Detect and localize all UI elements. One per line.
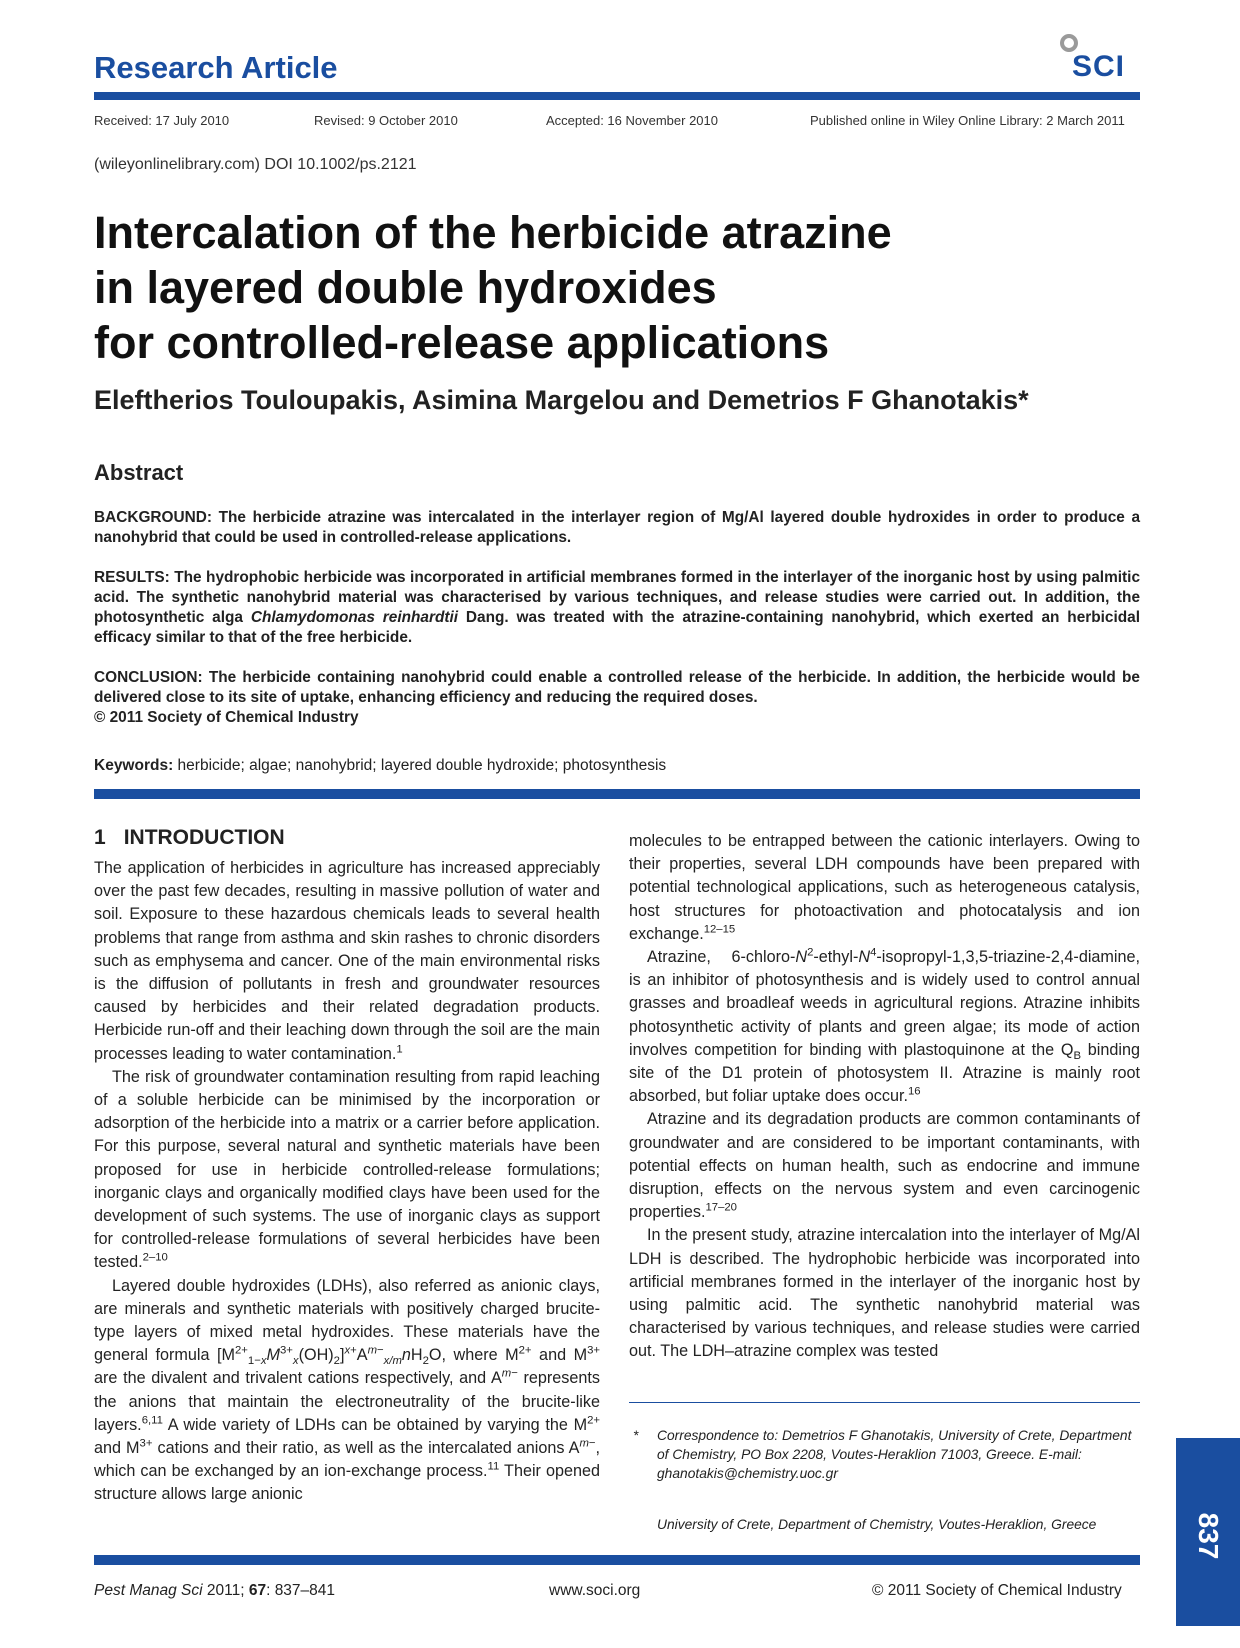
correspondence-rule [629, 1402, 1140, 1403]
species-name: Chlamydomonas reinhardtii [250, 609, 459, 626]
section-title: INTRODUCTION [123, 826, 285, 849]
paragraph: The application of herbicides in agriculture has increased appreciably over the past few decades, resulting in massive pollution of water and soil. Exposure to these hazardous chemicals leads to several health problems that range from asthma and skin rashes to chronic disorders such as emphysema and cancer. One of the main environmental risks is the diffusion of pollutants in fresh and groundwater resources caused by herbicides and their related degradation products. Herbicide run-off and their leaching down through the soil are the main processes leading to water contamination.$^1$ [94, 859, 600, 1063]
abstract-background: BACKGROUND: The herbicide atrazine was intercalated in the interlayer region of Mg/Al layered double hydroxides in order to produce a nanohybrid that could be used in controlled-release applications. [94, 509, 1140, 546]
paragraph: Layered double hydroxides (LDHs), also referred as anionic clays, are minerals and synthetic materials with positively charged brucite-type layers of mixed metal hydroxides. These materials have the general formula $[M^{2+}_{1-x}M^{3+}_x(OH)_2]^{x+}A^{m-}_{x/m}nH_2O$, where $M^{2+}$ and $M^{3+}$ are the divalent and trivalent cations respectively, and $A^{m-}$ represents the anions that maintain the electroneutrality of the brucite-like layers.$^{6,11}$ A wide variety of LDHs can be obtained by varying the $M^{2+}$ and $M^{3+}$ cations and their ratio, as well as the intercalated anions $A^{m-}$, which can be exchanged by an ion-exchange process.$^{11}$ Their opened structure allows large anionic [94, 1276, 601, 1504]
section-heading [94, 826, 285, 850]
revised-date: Revised: 9 October 2010 [314, 113, 458, 128]
abstract-copyright: © 2011 Society of Chemical Industry [94, 709, 359, 726]
paragraph: In the present study, atrazine intercalation into the interlayer of Mg/Al LDH is described. The hydrophobic herbicide was incorporated into artificial membranes formed in the interlayer of the inorganic host by using palmitic acid. The synthetic nanohybrid material was characterised by various techniques, and release studies were carried out. The LDH–atrazine complex was tested [629, 1226, 1140, 1361]
footer-rule [94, 1555, 1140, 1565]
accepted-date: Accepted: 16 November 2010 [546, 113, 718, 128]
page-number-tab [1176, 1438, 1240, 1626]
received-date: Received: 17 July 2010 [94, 113, 230, 128]
header-rule [94, 92, 1140, 100]
website-link[interactable]: www.soci.org [549, 1582, 641, 1599]
abstract-conclusion [94, 668, 1140, 728]
correspondence-text: Correspondence to: Demetrios F Ghanotakis, University of Crete, Department of Chemistry, PO Box 2208, Voutes-Heraklion 71003, Greece. E-mail: ghanotakis@chemistry.uoc.gr [657, 1428, 1132, 1481]
abstract-heading: Abstract [94, 460, 184, 485]
logo-text: SCI [1072, 50, 1126, 83]
results-text: RESULTS: The hydrophobic herbicide was incorporated in artificial membranes formed in the interlayer of the inorganic host by using palmitic acid. The synthetic nanohybrid material was characterised by various techniques, and release studies were carried out. In addition, the photosynthetic alga [94, 569, 1140, 626]
paragraph: molecules to be entrapped between the cationic interlayers. Owing to their properties, several LDH compounds have been prepared with potential technological applications, such as heterogeneous catalysis, host structures for photoactivation and photocatalysis and ion exchange.$^{12-15}$ [629, 832, 1140, 943]
doi: (wileyonlinelibrary.com) DOI 10.1002/ps.2121 [94, 156, 417, 173]
abstract-results [94, 568, 1140, 648]
sci-logo [1060, 32, 1135, 82]
affiliation: University of Crete, Department of Chemistry, Voutes-Heraklion, Greece [657, 1517, 1097, 1532]
section-label: Research Article [94, 50, 338, 85]
paragraph: Atrazine and its degradation products are common contaminants of groundwater and are considered to be important contaminants, with potential effects on human health, such as endocrine and immune disruption, effects on the nervous system and even carcinogenic properties.$^{17-20}$ [629, 1110, 1140, 1222]
title-line: for controlled-release applications [94, 317, 830, 368]
authors: Eleftherios Touloupakis, Asimina Margelou and Demetrios F Ghanotakis* [94, 385, 1029, 415]
correspondence [633, 1426, 1140, 1483]
conclusion-text: CONCLUSION: The herbicide containing nanohybrid could enable a controlled release of the herbicide. In addition, the herbicide would be delivered close to its site of uptake, enhancing efficiency and reducing the required doses. [94, 669, 1140, 706]
journal-citation: Pest Manag Sci 2011; 67: 837–841 [94, 1582, 336, 1599]
footer-copyright: © 2011 Society of Chemical Industry [872, 1582, 1122, 1599]
paragraph: Atrazine, $6-chloro-N^2-ethyl-N^4-isopropyl-1,3,5-triazine-2,4$-diamine, is an inhibitor of photosynthesis and is widely used to control annual grasses and broadleaf weeds in agricultural regions. Atrazine inhibits photosynthetic activity of plants and green algae; its mode of action involves competition for binding with plastoquinone at the $Q_B$ binding site of the D1 protein of photosystem II. Atrazine is mainly root absorbed, but foliar uptake does occur.$^{16}$ [629, 946, 1140, 1106]
right-column [629, 830, 1140, 1364]
keywords [94, 757, 666, 775]
paragraph: The risk of groundwater contamination resulting from rapid leaching of a soluble herbicide can be minimised by the incorporation or adsorption of the herbicide into a matrix or a carrier before application. For this purpose, several natural and synthetic materials have been proposed for use in herbicide controlled-release formulations; inorganic clays and organically modified clays have been used for the development of such systems. The use of inorganic clays as support for controlled-release formulations of several herbicides have been tested.$^{2-10}$ [94, 1067, 600, 1272]
abstract-rule [94, 789, 1140, 799]
article-title [94, 205, 1094, 370]
published-date: Published online in Wiley Online Library: 2 March 2011 [810, 113, 1125, 128]
title-line: in layered double hydroxides [94, 262, 717, 313]
results-text: Dang. was treated with the atrazine-containing nanohybrid, which exerted an herbicidal efficacy similar to that of the free herbicide. [94, 609, 1140, 646]
page-number: 837 [1193, 1512, 1224, 1560]
keywords-list: herbicide; algae; nanohybrid; layered double hydroxide; photosynthesis [173, 757, 667, 774]
footnote-star: * [633, 1428, 639, 1443]
keywords-label: Keywords: [94, 757, 174, 774]
left-column [94, 857, 600, 1507]
title-line: Intercalation of the herbicide atrazine [94, 207, 892, 258]
section-number: 1 [94, 826, 106, 849]
